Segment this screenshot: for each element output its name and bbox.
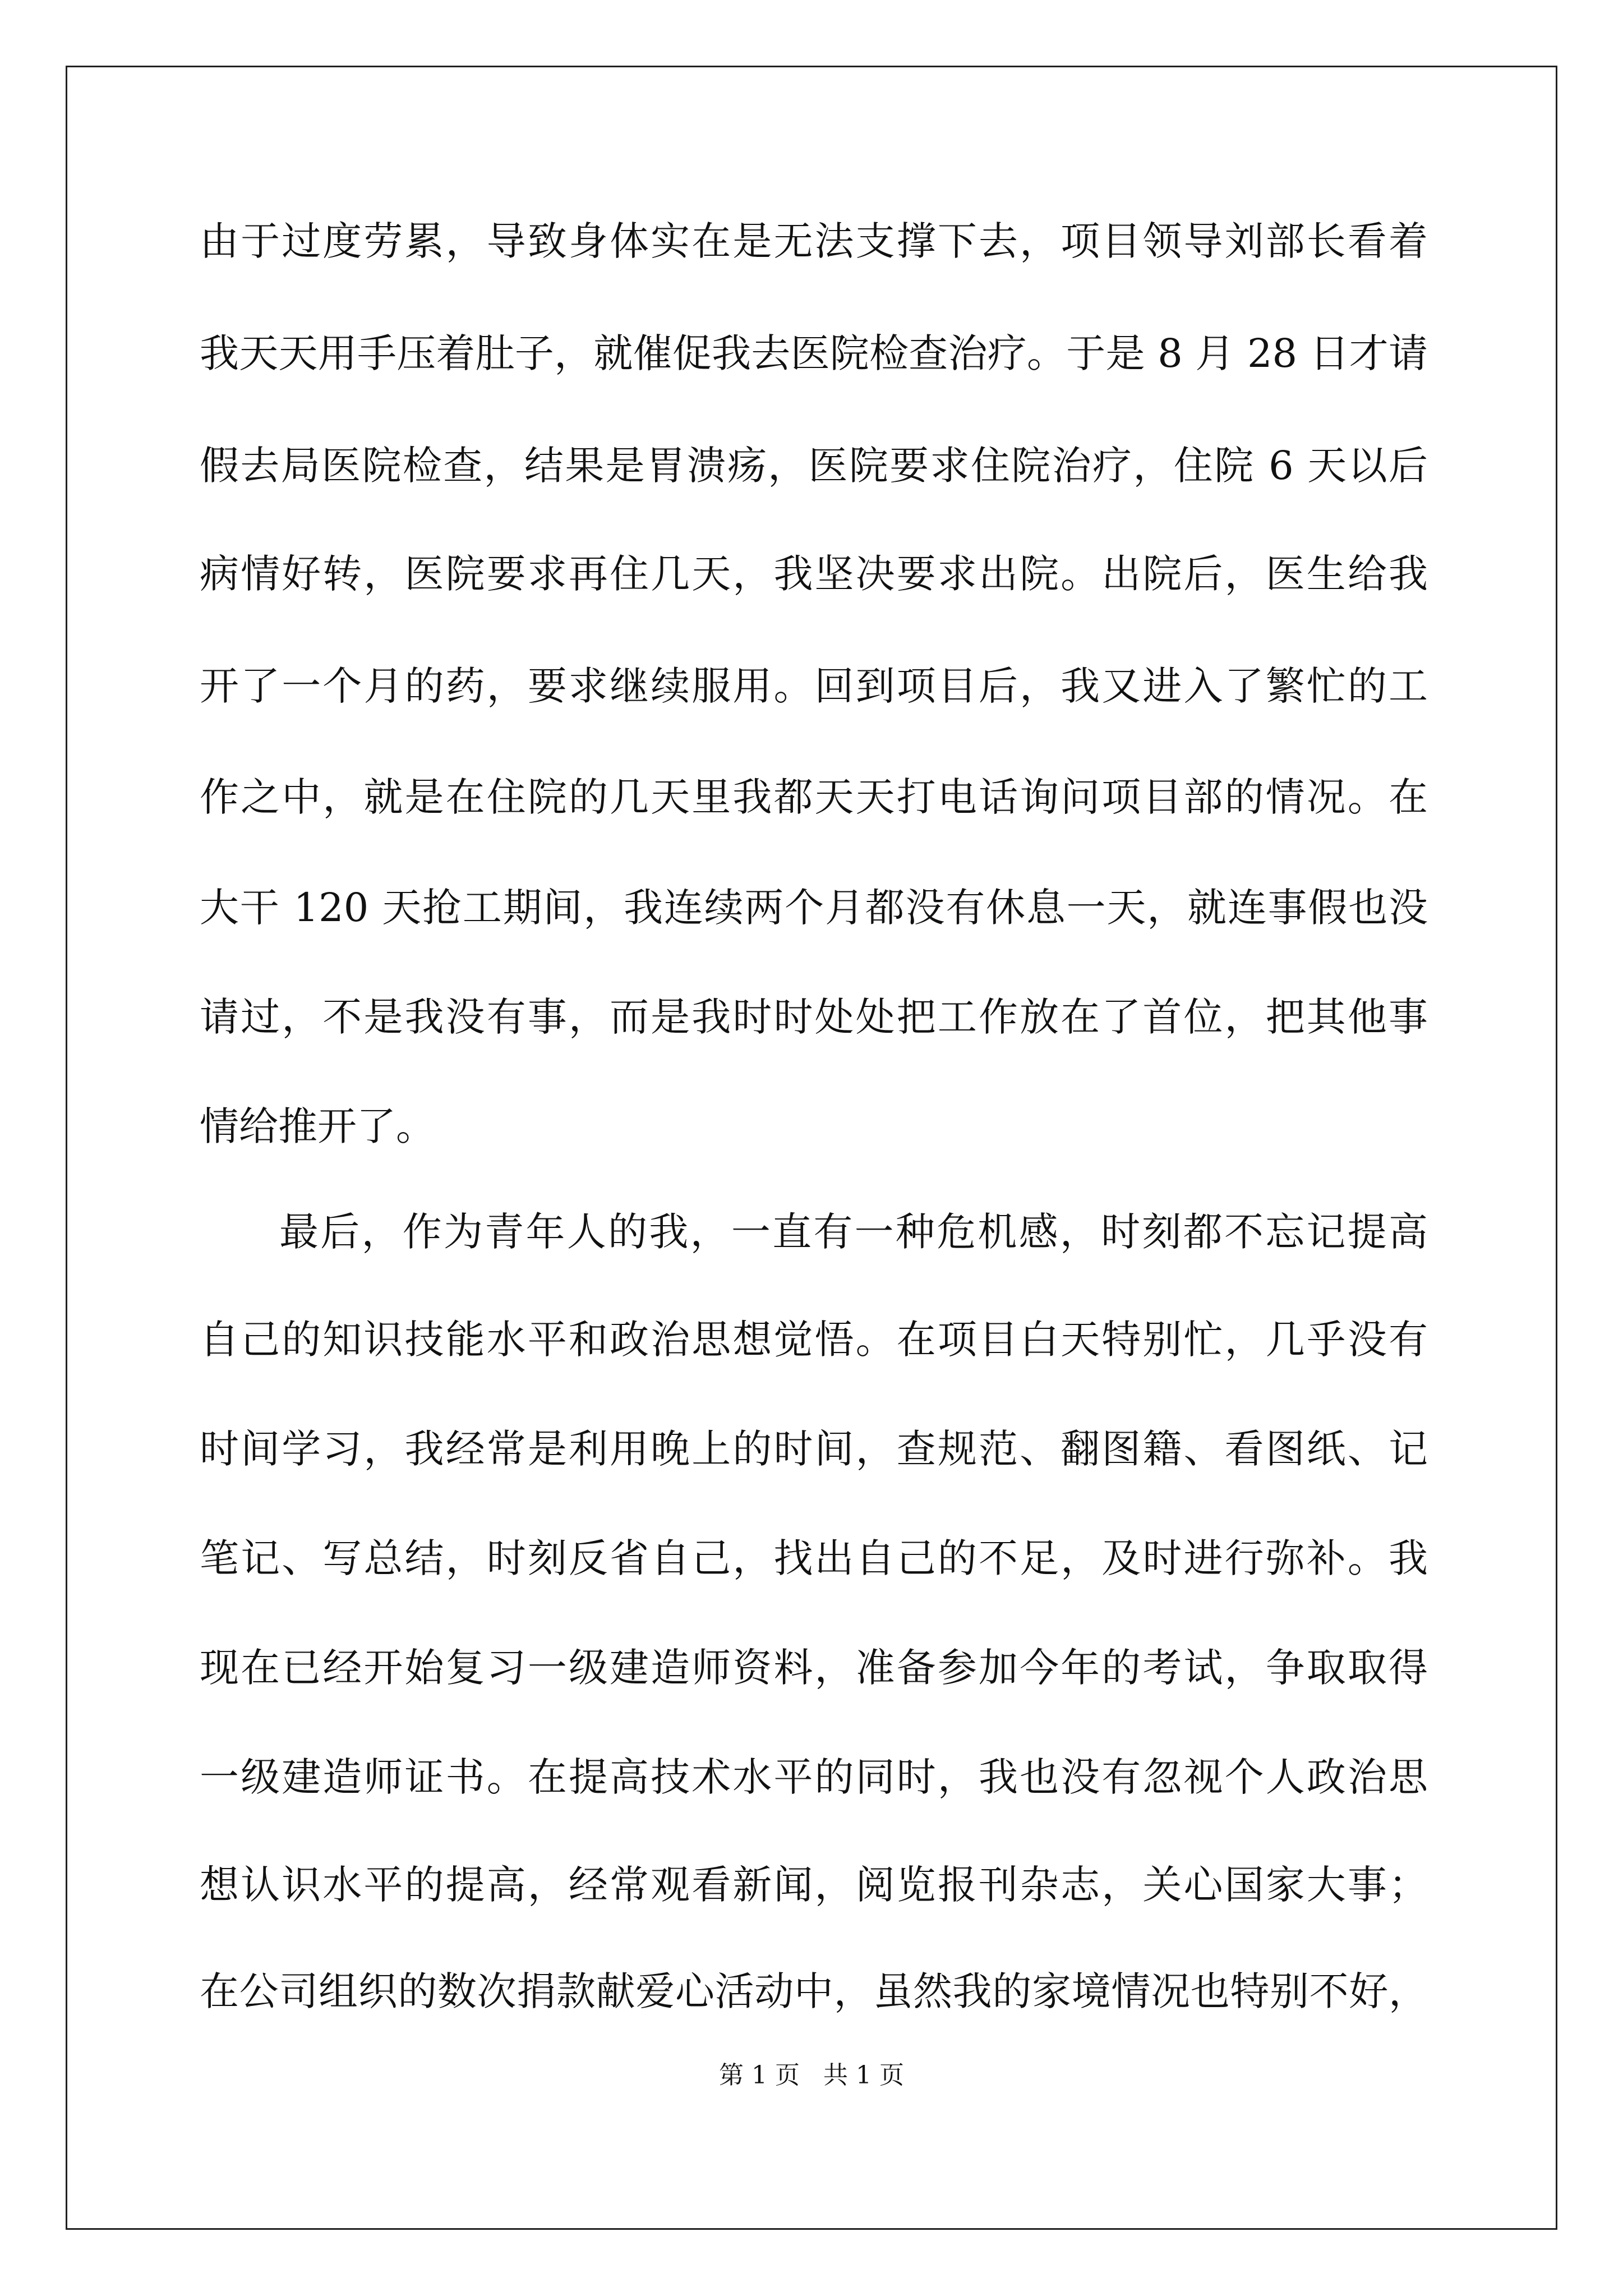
text-line: 情给推开了。 [200,1103,435,1149]
text-line: 时间学习，我经常是利用晚上的时间，查规范、翻图籍、看图纸、记 [200,1426,1428,1472]
text-line: 病情好转，医院要求再住几天，我坚决要求出院。出院后，医生给我 [200,551,1428,597]
text-line: 笔记、写总结，时刻反省自己，找出自己的不足，及时进行弥补。我 [200,1535,1428,1581]
text-line: 一级建造师证书。在提高技术水平的同时，我也没有忽视个人政治思 [200,1754,1428,1800]
text-line: 在公司组织的数次捐款献爱心活动中，虽然我的家境情况也特别不好， [200,1968,1428,2014]
page-footer: 第 1 页 共 1 页 [719,2061,904,2090]
paragraph-first-line: 最后，作为青年人的我，一直有一种危机感，时刻都不忘记提高 [279,1209,1428,1255]
text-line: 现在已经开始复习一级建造师资料，准备参加今年的考试，争取取得 [200,1645,1428,1691]
text-line: 作之中，就是在住院的几天里我都天天打电话询问项目部的情况。在 [200,774,1428,820]
text-line: 我天天用手压着肚子，就催促我去医院检查治疗。于是 8 月 28 日才请 [200,330,1428,376]
text-line: 想认识水平的提高，经常观看新闻，阅览报刊杂志，关心国家大事； [200,1862,1428,1908]
text-line: 开了一个月的药，要求继续服用。回到项目后，我又进入了繁忙的工 [200,663,1428,709]
text-line: 由于过度劳累，导致身体实在是无法支撑下去，项目领导刘部长看着 [200,218,1428,264]
text-line: 请过，不是我没有事，而是我时时处处把工作放在了首位，把其他事 [200,994,1428,1040]
text-line: 自己的知识技能水平和政治思想觉悟。在项目白天特别忙，几乎没有 [200,1317,1428,1363]
text-line: 假去局医院检查，结果是胃溃疡，医院要求住院治疗，住院 6 天以后 [200,443,1428,489]
text-line: 大干 120 天抢工期间，我连续两个月都没有休息一天，就连事假也没 [200,885,1428,931]
